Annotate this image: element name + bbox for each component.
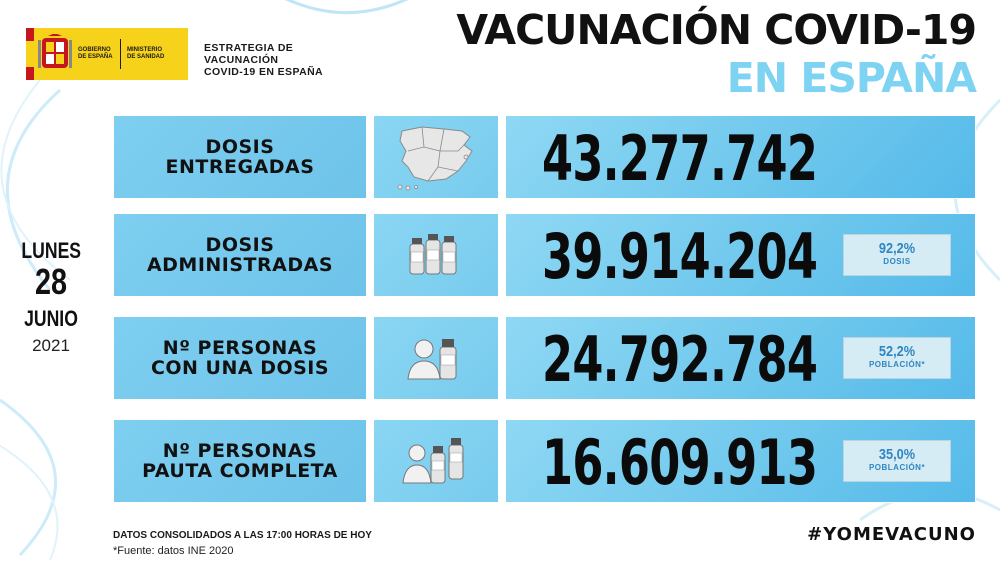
stat-value: 16.609.913 (542, 426, 818, 499)
stat-row-dosis-entregadas (113, 115, 976, 199)
strategy-line2: VACUNACIÓN (204, 54, 279, 66)
stat-label: DOSIS ADMINISTRADAS (146, 234, 334, 276)
strategy-line3: COVID-19 EN ESPAÑA (204, 66, 324, 78)
percentage-value: 52,2% (878, 343, 916, 360)
percentage-badge (843, 234, 951, 276)
stat-value: 43.277.742 (542, 122, 818, 195)
date-year: 2021 (32, 336, 70, 355)
stat-row-dosis-administradas (113, 213, 976, 297)
gov-line1: GOBIERNO (78, 47, 111, 53)
stat-label-cell (113, 213, 367, 297)
date-day: 28 (34, 261, 68, 302)
government-logo (26, 28, 188, 80)
hashtag: #YOMEVACUNO (807, 524, 976, 545)
vaccine-vials-icon (406, 230, 466, 280)
stat-label: DOSIS ENTREGADAS (165, 136, 315, 178)
decorative-swirl-bottom-left (0, 380, 110, 560)
stat-label-cell (113, 419, 367, 503)
percentage-value: 35,0% (878, 446, 916, 463)
stat-icon-cell (373, 213, 499, 297)
stat-value: 39.914.204 (542, 220, 818, 293)
ministry-text (121, 47, 181, 61)
stat-label: Nº PERSONAS PAUTA COMPLETA (142, 440, 338, 482)
government-text (72, 47, 120, 61)
footer-source: *Fuente: datos INE 2020 (113, 545, 234, 557)
stat-row-una-dosis (113, 316, 976, 400)
footer-note: DATOS CONSOLIDADOS A LAS 17:00 HORAS DE HOY (113, 530, 372, 541)
percentage-label: POBLACIÓN* (868, 463, 926, 472)
gov-line2: DE ESPAÑA (78, 54, 113, 60)
stat-label: Nº PERSONAS CON UNA DOSIS (150, 337, 330, 379)
flag-strip (26, 28, 34, 80)
page-subtitle: EN ESPAÑA (726, 54, 976, 102)
percentage-label: DOSIS (883, 257, 911, 266)
strategy-line1: ESTRATEGIA DE (204, 42, 294, 54)
percentage-badge (843, 337, 951, 379)
percentage-label: POBLACIÓN* (868, 360, 926, 369)
date-block (14, 238, 88, 356)
spain-map-icon (388, 121, 484, 193)
stat-value-cell (505, 419, 976, 503)
stat-label-cell (113, 316, 367, 400)
stat-value: 24.792.784 (542, 323, 818, 396)
stat-label-cell (113, 115, 367, 199)
stat-icon-cell (373, 316, 499, 400)
stat-icon-cell (373, 115, 499, 199)
person-vial-icon (404, 333, 468, 383)
page-title: VACUNACIÓN COVID-19 (456, 6, 976, 54)
stat-icon-cell (373, 419, 499, 503)
stat-row-pauta-completa (113, 419, 976, 503)
decorative-swirl-top (230, 0, 450, 40)
stat-value-cell (505, 213, 976, 297)
strategy-text (204, 42, 323, 78)
ministry-line2: DE SANIDAD (127, 54, 165, 60)
percentage-badge (843, 440, 951, 482)
percentage-value: 92,2% (878, 240, 916, 257)
person-two-vials-icon (401, 435, 471, 487)
coat-of-arms-icon (38, 34, 72, 74)
date-weekday: LUNES (21, 238, 82, 263)
stat-value-cell (505, 316, 976, 400)
ministry-line1: MINISTERIO (127, 47, 163, 53)
stat-value-cell (505, 115, 976, 199)
date-month: JUNIO (24, 306, 78, 331)
